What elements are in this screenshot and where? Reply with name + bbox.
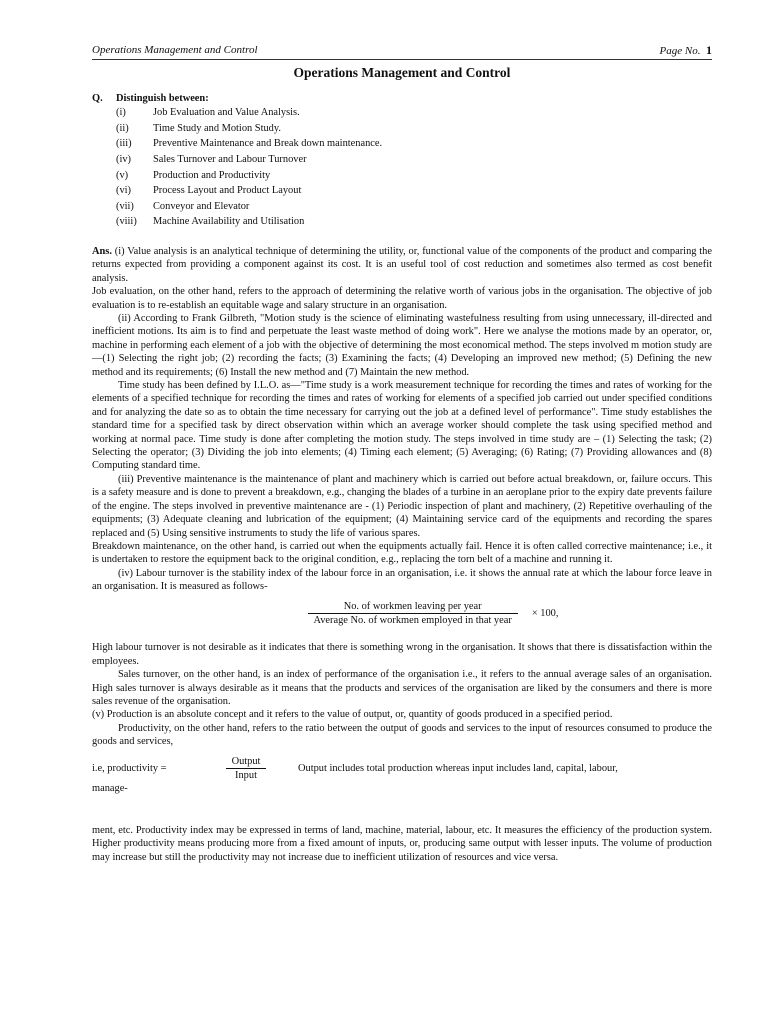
running-header [92,44,712,60]
answer-paragraph: (iv) Labour turnover is the stability index of the labour force in an organisation, i.e. it shows the annual rate at which the labour force leave in an organisation. It is measured as follows- [92,567,712,593]
formula-denominator: Average No. of workmen employed in that year [308,613,518,627]
answer-label: Ans. [92,245,112,257]
answer-paragraph: (v) Production is an absolute concept and it refers to the value of output, or, quantity of goods produced in a specified period. [92,709,613,721]
formula-numerator: Output [231,755,261,767]
answer-paragraph: Ans. (i) Value analysis is an analytical technique of determining the utility, or, functional value of the components of the product and comparing the returns expected from providing a component against its cost. It is an useful tool of cost reduction and sometimes also termed as cost benefit analysis. [92,245,712,284]
answer-paragraph: High labour turnover is not desirable as it indicates that there is something wrong in the organisation. It shows that there is dissatisfaction within the employees. [92,642,712,667]
list-item: (iii) Preventive Maintenance and Break down maintenance. [116,138,383,150]
hyphenated-continuation: manage- [92,783,128,795]
productivity-formula [92,755,712,783]
formula-denominator: Input [226,768,266,782]
answer-paragraph: (ii) According to Frank Gilbreth, "Motion study is the science of eliminating wastefulness resulting from using unnecessary, ill-directed and inefficient motions. Its aim is to find and perpetuate the least waste method of doing work". Here we analyse the motions made by an operator, or, machine in performing each element of a job with the objective of determining the most economical method. The steps involved m motion study are—(1) Selecting the right job; (2) recording the facts; (3) Examining the facts; (4) Developing an improved new method; (5) Defining the new method and its requirements; (6) Install the new method and (7) Maintain the new method. [92,313,712,378]
document-title: Operations Management and Control [293,65,511,81]
document-page [92,44,712,864]
page-number: Page No. 1 [659,43,712,57]
formula-numerator: No. of workmen leaving per year [343,600,482,612]
formula-fraction [308,600,518,628]
answer-paragraph: ment, etc. Productivity index may be expressed in terms of land, machine, material, labour, etc. It measures the efficiency of the production system. Higher productivity means producing more from a fixed amount of inputs, or, producing same output with lesser inputs. The volume of production may increase but still the productivity may not increase due to inefficient utilization of resources and vice versa. [92,824,712,863]
labour-turnover-formula [154,600,712,628]
answer-paragraph: (iii) Preventive maintenance is the maintenance of plant and machinery which is carried out before actual breakdown, or, failure occurs. This is a safety measure and is done to prevent a breakdown, e.g., changing the blades of a turbine in an aeroplane prior to the expiry date prevents failure of the engine. The steps involved in preventive maintenance are - (1) Periodic inspection of plant and machinery, (2) Repetitive overhauling of the equipments; (3) Adequate cleaning and lubrication of the equipment; (4) Maintaining service card of the equipments and recording the spares replaced and (5) Using sensitive instruments to study the life of various spares. [92,473,712,539]
answer-body [92,245,712,864]
list-item: (i) Job Evaluation and Value Analysis. [116,107,300,119]
header-title: Operations Management and Control [92,44,258,56]
list-item: (v) Production and Productivity [116,169,271,181]
question-heading: Q. Distinguish between: [92,92,209,104]
list-item: (vi) Process Layout and Product Layout [116,185,302,197]
question-list [116,106,712,231]
formula-multiplier: × 100, [531,607,559,619]
formula-lead: i.e, productivity = [92,762,167,774]
list-item: (viii) Machine Availability and Utilisation [116,216,305,228]
productivity-fraction [216,755,276,783]
answer-paragraph: Sales turnover, on the other hand, is an index of performance of the organisation i.e., it refers to the annual average sales of an organisation. High sales turnover is always desirable as it means that the products and services of the organisation are liked by the consumers and there is more sales revenue of the organisation. [92,669,712,707]
list-item: (iv) Sales Turnover and Labour Turnover [116,154,307,165]
answer-paragraph: Time study has been defined by I.L.O. as—"Time study is a work measurement technique for recording the times and rates of working for the elements of a specified technique for recording the times and rates of working for elements of a specified job carried out under specified conditions and for analyzing the date so as to obtain the time necessary for carrying out the job at a defined level of performance". Time study establishes the standard time for a specified task by direct observation within which an average worker should complete the task using specified method and working at normal pace. Time study is done after completing the motion study. The steps involved in time study are – (1) Selecting the task; (2) Selecting the operator; (3) Dividing the job into elements; (4) Timing each element; (5) Averaging; (6) Rating; (7) Providing allowances and (8) Computing standard time. [92,380,712,472]
list-item: (vii) Conveyor and Elevator [116,200,250,212]
spacer [92,796,712,824]
formula-explanation: Output includes total production whereas input includes land, capital, labour, [298,762,618,774]
answer-paragraph: Productivity, on the other hand, refers to the ratio between the output of goods and services to the input of resources consumed to produce the goods and services, [92,722,712,748]
list-item: (ii) Time Study and Motion Study. [116,122,281,134]
answer-paragraph: Breakdown maintenance, on the other hand, is carried out when the equipments actually fail. Hence it is often called corrective maintenance; i.e., it is undertaken to restore the equipment back to the original condition, e.g., replacing the torn belt of a machine and running it. [92,540,712,566]
answer-paragraph: Job evaluation, on the other hand, refers to the approach of determining the relative worth of various jobs in the organisation. The objective of job evaluation is to re-establish an equitable wage and salary structure in an organisation. [92,286,712,311]
